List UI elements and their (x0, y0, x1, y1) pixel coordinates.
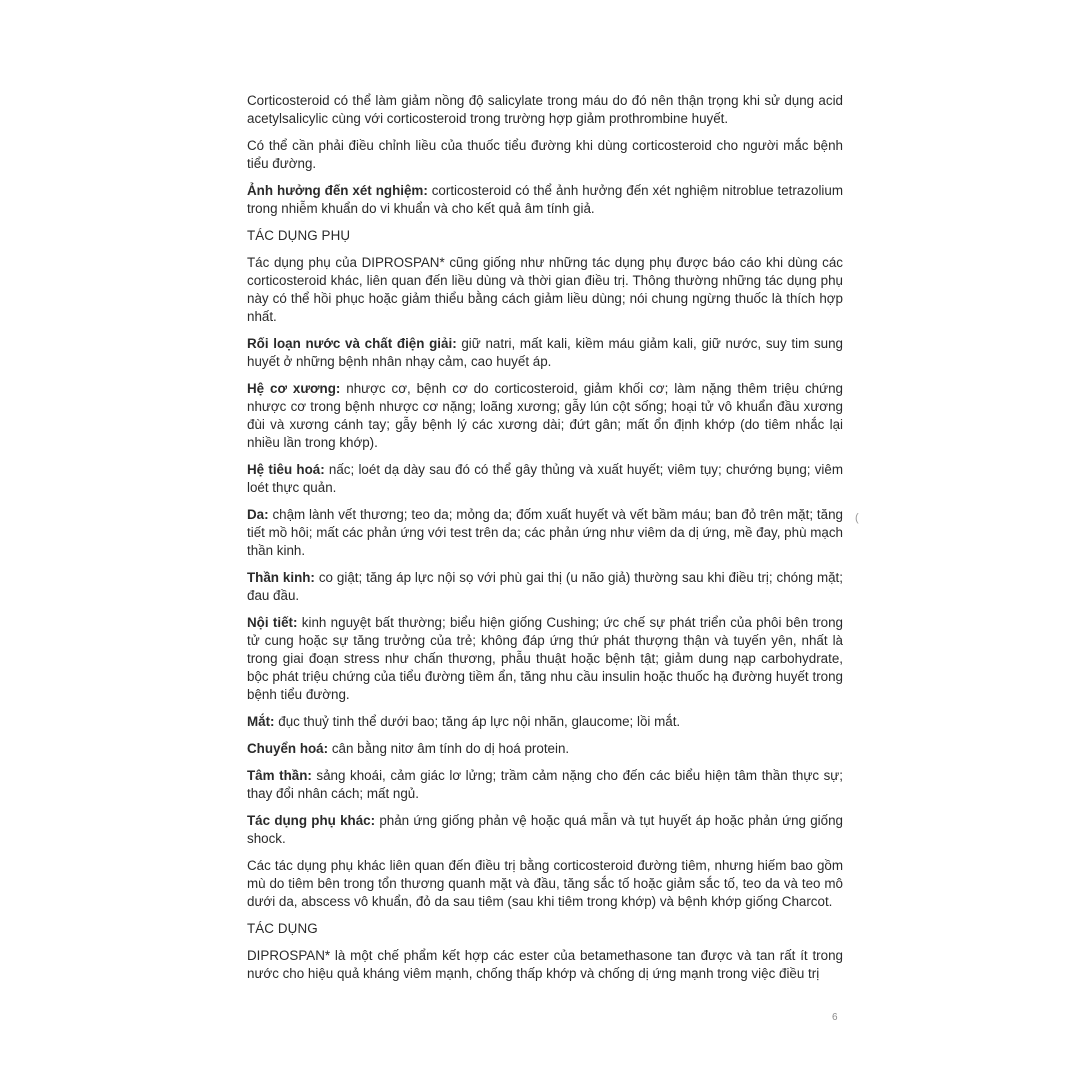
paragraph (247, 857, 843, 911)
paragraph-term: Hệ cơ xương: (247, 381, 341, 396)
section-heading-side-effects: TÁC DỤNG PHỤ (247, 228, 351, 243)
paragraph-text: nhược cơ, bệnh cơ do corticosteroid, giảm khối cơ; làm nặng thêm triệu chứng nhược cơ trong bệnh nhược cơ nặng; loãng xương; gẫy lún cột sống; hoại tử vô khuẩn đầu xương đùi và xương cánh tay; gẫy bệnh lý các xương dài; đứt gân; mất ổn định khớp (do tiêm nhắc lại nhiều lần trong khớp). (247, 381, 843, 450)
paragraph-text: co giật; tăng áp lực nội sọ với phù gai thị (u não giả) thường sau khi điều trị; chóng mặt; đau đầu. (247, 570, 843, 603)
paragraph-term: Mắt: (247, 714, 275, 729)
paragraph (247, 812, 843, 848)
paragraph-text: corticosteroid có thể ảnh hưởng đến xét nghiệm nitroblue tetrazolium trong nhiễm khuẩn do vi khuẩn và cho kết quả âm tính giả. (247, 183, 844, 216)
paragraph (247, 569, 843, 605)
paragraph (247, 713, 843, 731)
paragraph-text: đục thuỷ tinh thể dưới bao; tăng áp lực nội nhãn, glaucome; lồi mắt. (274, 714, 681, 729)
paragraph (247, 254, 843, 326)
paragraph-text: kinh nguyệt bất thường; biểu hiện giống Cushing; ức chế sự phát triển của phôi bên trong tử cung hoặc sự tăng trưởng của trẻ; không đáp ứng thứ phát thượng thận và tuyến yên, nhất là trong giai đoạn stress như chấn thương, phẫu thuật hoặc bệnh tật; giảm dung nạp carbohydrate, bộc phát triệu chứng của tiểu đường tiềm ẩn, tăng nhu cầu insulin hoặc thuốc hạ đường huyết trong bệnh tiểu đường. (247, 615, 843, 702)
margin-mark: ( (855, 512, 859, 524)
paragraph (247, 506, 843, 560)
paragraph (247, 767, 843, 803)
page-number: 6 (832, 1012, 838, 1023)
section-heading-action: TÁC DỤNG (247, 921, 318, 936)
paragraph-term: Da: (247, 507, 269, 522)
paragraph (247, 92, 843, 128)
paragraph-text: giữ natri, mất kali, kiềm máu giảm kali, giữ nước, suy tim sung huyết ở những bệnh nhân nhạy cảm, cao huyết áp. (247, 336, 843, 369)
paragraph (247, 380, 843, 452)
paragraph-text: phản ứng giống phản vệ hoặc quá mẫn và tụt huyết áp hoặc phản ứng giống shock. (247, 813, 843, 846)
paragraph (247, 335, 843, 371)
paragraph-text: Có thể cần phải điều chỉnh liều của thuốc tiểu đường khi dùng corticosteroid cho người mắc bệnh tiểu đường. (247, 138, 843, 171)
document-page (247, 92, 843, 992)
paragraph (247, 137, 843, 173)
paragraph-term: Nội tiết: (247, 615, 298, 630)
paragraph (247, 947, 843, 983)
paragraph-term: Tâm thần: (247, 768, 312, 783)
paragraph (247, 614, 843, 704)
paragraph-text: nấc; loét dạ dày sau đó có thể gây thủng và xuất huyết; viêm tụy; chướng bụng; viêm loét thực quản. (247, 462, 843, 495)
paragraph-text: Tác dụng phụ của DIPROSPAN* cũng giống như những tác dụng phụ được báo cáo khi dùng các corticosteroid khác, liên quan đến liều dùng và thời gian điều trị. Thông thường những tác dụng phụ này có thể hồi phục hoặc giảm thiểu bằng cách giảm liều dùng; nói chung ngừng thuốc là thích hợp nhất. (247, 255, 843, 324)
paragraph-term: Hệ tiêu hoá: (247, 462, 325, 477)
paragraph-text: chậm lành vết thương; teo da; mỏng da; đốm xuất huyết và vết bầm máu; ban đỏ trên mặt; tăng tiết mồ hôi; mất các phản ứng với test trên da; các phản ứng như viêm da dị ứng, mề đay, phù mạch thần kinh. (247, 507, 843, 558)
paragraph-text: DIPROSPAN* là một chế phẩm kết hợp các ester của betamethasone tan được và tan rất ít trong nước cho hiệu quả kháng viêm mạnh, chống thấp khớp và chống dị ứng mạnh trong việc điều trị (247, 948, 843, 981)
paragraph-term: Chuyển hoá: (247, 741, 329, 756)
paragraph-text: sảng khoái, cảm giác lơ lửng; trầm cảm nặng cho đến các biểu hiện tâm thần thực sự; thay đổi nhân cách; mất ngủ. (247, 768, 843, 801)
paragraph-text: cân bằng nitơ âm tính do dị hoá protein. (328, 741, 570, 756)
paragraph-text: Các tác dụng phụ khác liên quan đến điều trị bằng corticosteroid đường tiêm, nhưng hiếm bao gồm mù do tiêm bên trong tổn thương quanh mặt và đầu, tăng sắc tố hoặc giảm sắc tố, teo da và teo mô dưới da, abscess vô khuẩn, đỏ da sau tiêm (sau khi tiêm trong khớp) và bệnh khớp giống Charcot. (247, 858, 843, 909)
paragraph-term: Tác dụng phụ khác: (247, 813, 376, 828)
paragraph-term: Thần kinh: (247, 570, 315, 585)
paragraph (247, 740, 843, 758)
paragraph (247, 461, 843, 497)
paragraph-term: Ảnh hưởng đến xét nghiệm: (247, 183, 428, 198)
paragraph (247, 182, 843, 218)
paragraph-term: Rối loạn nước và chất điện giải: (247, 336, 457, 351)
paragraph-text: Corticosteroid có thể làm giảm nồng độ salicylate trong máu do đó nên thận trọng khi sử dụng acid acetylsalicylic cùng với corticosteroid trong trường hợp giảm prothrombine huyết. (247, 93, 843, 126)
